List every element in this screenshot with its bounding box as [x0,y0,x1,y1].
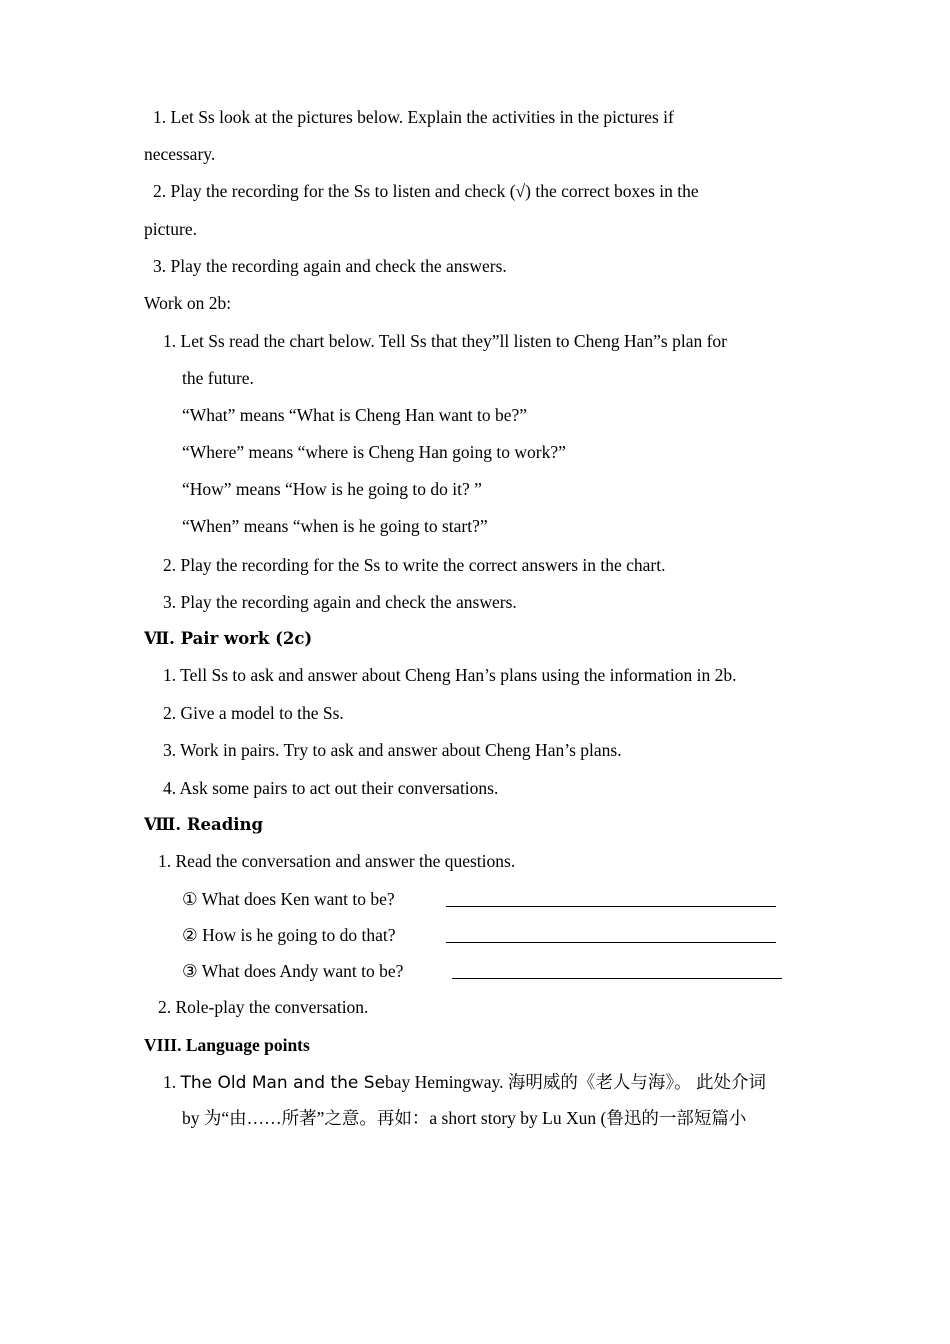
pair-work-item-2: 2. Give a model to the Ss. [163,703,344,723]
pair-work-heading: Ⅶ. Pair work (2c) [144,629,313,648]
reading-question-2: ② How is he going to do that? [182,925,396,945]
step-2-line-1: 2. Play the recording for the Ss to listen and check (√) the correct boxes in the [153,181,699,201]
work-2b-heading: Work on 2b: [144,293,232,313]
pair-work-item-3: 3. Work in pairs. Try to ask and answer about Cheng Han’s plans. [163,740,622,760]
reading-question-1: ① What does Ken want to be? [182,889,395,909]
work-2b-item-1-line-1: 1. Let Ss read the chart below. Tell Ss that they”ll listen to Cheng Han”s plan for [163,331,727,351]
language-point-1-line-2: by 为“由……所著”之意。再如：a short story by Lu Xun (鲁迅的一部短篇小 [182,1108,747,1128]
work-2b-item-3: 3. Play the recording again and check the answers. [163,592,517,612]
reading-item-1: 1. Read the conversation and answer the questions. [158,851,516,871]
meaning-when: “When” means “when is he going to start?” [182,516,488,536]
work-2b-item-1-line-2: the future. [182,368,254,388]
answer-blank-1 [446,906,776,907]
reading-question-3: ③ What does Andy want to be? [182,961,404,981]
book-title: The Old Man and the Se [180,1073,386,1093]
language-point-1-line-1 [163,1072,766,1093]
pair-work-item-1: 1. Tell Ss to ask and answer about Cheng Han’s plans using the information in 2b. [163,665,737,685]
reading-item-2: 2. Role-play the conversation. [158,997,369,1017]
language-point-1-rest: bay Hemingway. 海明威的《老人与海》。 此处介词 [385,1072,766,1092]
work-2b-item-2: 2. Play the recording for the Ss to write the correct answers in the chart. [163,555,666,575]
step-2-line-2: picture. [144,219,197,239]
meaning-what: “What” means “What is Cheng Han want to be?” [182,405,528,425]
language-point-1-number: 1. [163,1072,181,1092]
meaning-where: “Where” means “where is Cheng Han going to work?” [182,442,566,462]
step-1-line-2: necessary. [144,144,216,164]
answer-blank-2 [446,942,776,943]
answer-blank-3 [452,978,782,979]
reading-heading: Ⅷ. Reading [144,815,264,834]
pair-work-item-4: 4. Ask some pairs to act out their conversations. [163,778,499,798]
language-points-heading: VIII. Language points [144,1035,310,1055]
meaning-how: “How” means “How is he going to do it? ” [182,479,482,499]
step-1-line-1: 1. Let Ss look at the pictures below. Explain the activities in the pictures if [153,107,674,127]
step-3: 3. Play the recording again and check the answers. [153,256,507,276]
